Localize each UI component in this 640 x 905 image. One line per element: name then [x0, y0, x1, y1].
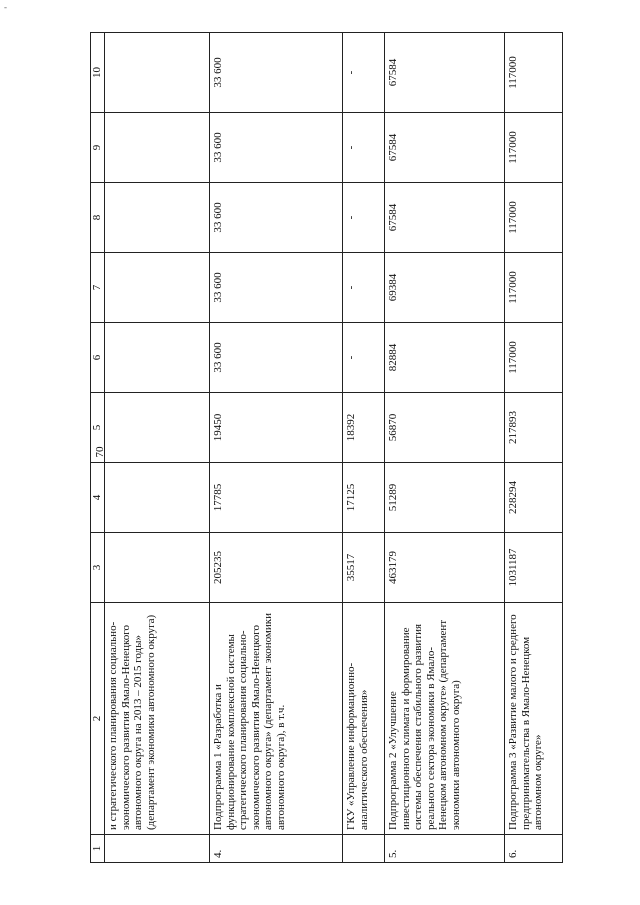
- value-cell: [105, 323, 210, 393]
- row-description: и стратегического планирования социально-экономического развития Ямало-Ненецкого автономного округа на 2013 – 2015 годы» (департамент экономики автономного округа): [105, 603, 210, 835]
- table-row: [343, 33, 385, 863]
- row-description: Подпрограмма 2 «Улучшение инвестиционного климата и формирование системы обеспечения стабильного развития реального сектора экономики в Ямало-Ненецком автономном округе» (департамент экономики автономного округа): [385, 603, 505, 835]
- header-row: [91, 33, 105, 863]
- header-cell: 6: [91, 323, 105, 393]
- value-cell: 205235: [210, 533, 343, 603]
- page-number: 70: [94, 446, 106, 458]
- value-cell: -: [343, 183, 385, 253]
- row-index: 4.: [210, 835, 343, 863]
- value-cell: 17785: [210, 463, 343, 533]
- header-cell: 10: [91, 33, 105, 113]
- budget-table: [90, 32, 563, 863]
- value-cell: -: [343, 253, 385, 323]
- value-cell: [105, 183, 210, 253]
- value-cell: -: [343, 323, 385, 393]
- row-description: ГКУ «Управление информационно-аналитического обеспечения»: [343, 603, 385, 835]
- header-cell: 4: [91, 463, 105, 533]
- value-cell: 69384: [385, 253, 505, 323]
- value-cell: 117000: [505, 113, 563, 183]
- value-cell: 463179: [385, 533, 505, 603]
- value-cell: 33 600: [210, 323, 343, 393]
- value-cell: 33 600: [210, 253, 343, 323]
- value-cell: 19450: [210, 393, 343, 463]
- value-cell: [105, 33, 210, 113]
- value-cell: 1031187: [505, 533, 563, 603]
- value-cell: [105, 533, 210, 603]
- header-cell: 9: [91, 113, 105, 183]
- header-cell: 1: [91, 835, 105, 863]
- value-cell: [105, 113, 210, 183]
- value-cell: 56870: [385, 393, 505, 463]
- header-cell: 2: [91, 603, 105, 835]
- corner-mark: -: [4, 2, 7, 12]
- row-index: [343, 835, 385, 863]
- value-cell: 117000: [505, 183, 563, 253]
- value-cell: 117000: [505, 33, 563, 113]
- row-description: Подпрограмма 3 «Развитие малого и среднего предпринимательства в Ямало-Ненецком автономном округе»: [505, 603, 563, 835]
- table-row: [210, 33, 343, 863]
- table-row: [105, 33, 210, 863]
- row-description: Подпрограмма 1 «Разработка и функционирование комплексной системы стратегического планирования социально-экономического развития Ямало-Ненецкого автономного округа» (департамент экономики автономного округа), в т.ч.: [210, 603, 343, 835]
- value-cell: 17125: [343, 463, 385, 533]
- value-cell: 217893: [505, 393, 563, 463]
- table-row: [385, 33, 505, 863]
- value-cell: 51289: [385, 463, 505, 533]
- value-cell: 18392: [343, 393, 385, 463]
- value-cell: [105, 463, 210, 533]
- header-cell: 7: [91, 253, 105, 323]
- header-cell: 8: [91, 183, 105, 253]
- row-index: [105, 835, 210, 863]
- header-cell: 3: [91, 533, 105, 603]
- header-cell: 5: [91, 393, 105, 463]
- value-cell: [105, 393, 210, 463]
- rotated-table-wrapper: [90, 33, 550, 863]
- row-index: 6.: [505, 835, 563, 863]
- value-cell: 82884: [385, 323, 505, 393]
- value-cell: 33 600: [210, 183, 343, 253]
- row-index: 5.: [385, 835, 505, 863]
- value-cell: 117000: [505, 253, 563, 323]
- value-cell: [105, 253, 210, 323]
- value-cell: 117000: [505, 323, 563, 393]
- value-cell: 228294: [505, 463, 563, 533]
- value-cell: -: [343, 33, 385, 113]
- value-cell: 67584: [385, 33, 505, 113]
- value-cell: 67584: [385, 183, 505, 253]
- value-cell: 33 600: [210, 113, 343, 183]
- value-cell: 67584: [385, 113, 505, 183]
- value-cell: 33 600: [210, 33, 343, 113]
- value-cell: -: [343, 113, 385, 183]
- value-cell: 35517: [343, 533, 385, 603]
- table-row: [505, 33, 563, 863]
